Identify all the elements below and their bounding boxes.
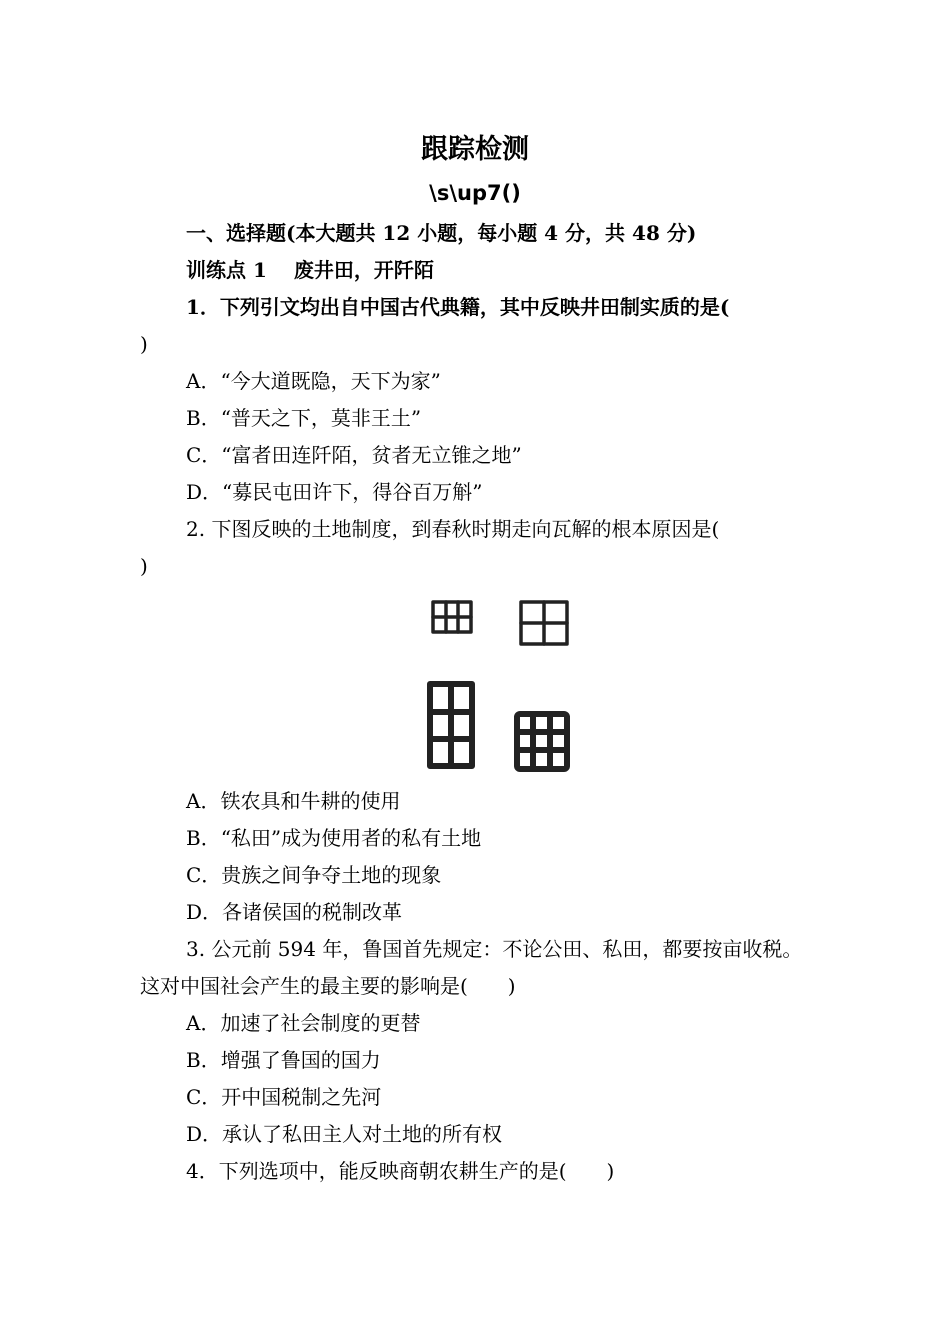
question-2-stem-cont: ) [140, 554, 148, 578]
question-2-option-c: C．贵族之间争夺土地的现象 [186, 863, 442, 887]
question-4-stem: 4．下列选项中，能反映商朝农耕生产的是( ) [186, 1159, 615, 1183]
oracle-bone-tian-figure [418, 588, 578, 778]
question-3-option-d: D．承认了私田主人对土地的所有权 [186, 1122, 503, 1146]
question-3-option-c: C．开中国税制之先河 [186, 1085, 382, 1109]
page-subtitle: \s\up7() [429, 181, 521, 205]
tian-glyph-2 [521, 602, 567, 644]
question-2-stem: 2. 下图反映的土地制度，到春秋时期走向瓦解的根本原因是( [186, 517, 720, 541]
question-2-option-b: B．“私田”成为使用者的私有土地 [186, 826, 482, 850]
question-1-option-a: A．“今大道既隐，天下为家” [186, 369, 441, 393]
tian-glyph-1 [433, 602, 471, 632]
question-1-option-d: D．“募民屯田许下，得谷百万斛” [186, 480, 483, 504]
question-3-stem: 3. 公元前 594 年，鲁国首先规定：不论公田、私田，都要按亩收税。 [186, 937, 803, 961]
question-2-option-d: D．各诸侯国的税制改革 [186, 900, 403, 924]
page-title: 跟踪检测 [421, 134, 529, 165]
question-2-option-a: A．铁农具和牛耕的使用 [186, 789, 401, 813]
question-1-stem-cont: ) [140, 332, 148, 356]
question-1-option-b: B．“普天之下，莫非王土” [186, 406, 422, 430]
question-3-option-a: A．加速了社会制度的更替 [186, 1011, 421, 1035]
question-1-option-c: C．“富者田连阡陌，贫者无立锥之地” [186, 443, 522, 467]
training-point-heading: 训练点 1 废井田，开阡陌 [186, 258, 434, 282]
tian-glyph-4 [517, 714, 567, 769]
section-heading: 一、选择题(本大题共 12 小题，每小题 4 分，共 48 分) [186, 221, 697, 245]
question-1-stem: 1．下列引文均出自中国古代典籍，其中反映井田制实质的是( [186, 295, 730, 319]
question-3-stem-cont: 这对中国社会产生的最主要的影响是( ) [140, 974, 516, 998]
tian-glyph-3 [430, 684, 472, 766]
question-3-option-b: B．增强了鲁国的国力 [186, 1048, 381, 1072]
